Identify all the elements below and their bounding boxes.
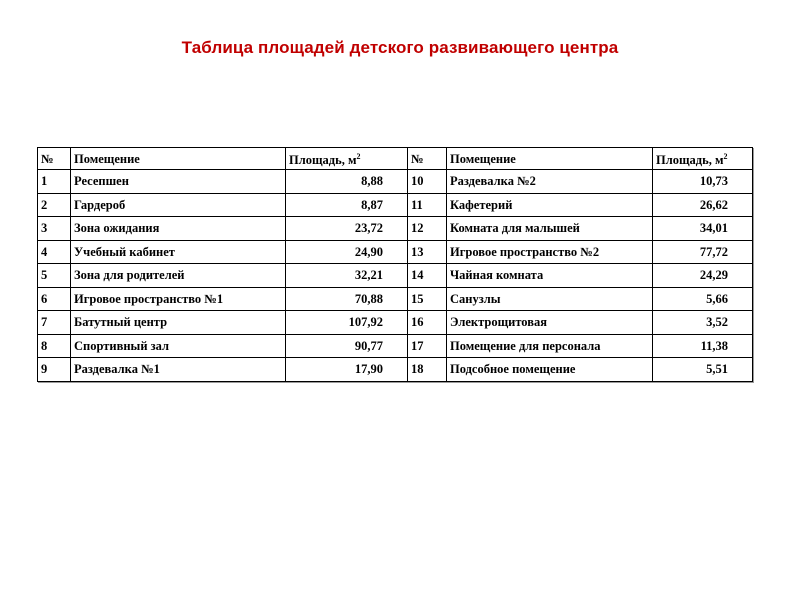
row-area-right: 3,52 — [653, 311, 753, 335]
table-row — [38, 334, 753, 358]
row-no-left: 5 — [38, 264, 71, 288]
row-room-right: Кафетерий — [447, 193, 653, 217]
row-room-left: Ресепшен — [71, 170, 286, 194]
header-no-left: № — [38, 148, 71, 170]
table-row — [38, 287, 753, 311]
row-area-left: 107,92 — [286, 311, 408, 335]
row-room-right: Электрощитовая — [447, 311, 653, 335]
row-no-left: 2 — [38, 193, 71, 217]
row-area-left: 8,88 — [286, 170, 408, 194]
row-area-right: 5,51 — [653, 358, 753, 382]
row-no-right: 17 — [408, 334, 447, 358]
row-area-left: 24,90 — [286, 240, 408, 264]
row-area-left: 70,88 — [286, 287, 408, 311]
row-room-left: Раздевалка №1 — [71, 358, 286, 382]
row-no-right: 10 — [408, 170, 447, 194]
header-area-right — [653, 148, 753, 170]
row-room-left: Батутный центр — [71, 311, 286, 335]
row-room-left: Гардероб — [71, 193, 286, 217]
row-no-right: 13 — [408, 240, 447, 264]
row-no-left: 7 — [38, 311, 71, 335]
table-row — [38, 240, 753, 264]
table-row — [38, 217, 753, 241]
row-area-right: 10,73 — [653, 170, 753, 194]
table-row — [38, 193, 753, 217]
row-no-right: 11 — [408, 193, 447, 217]
table-row — [38, 170, 753, 194]
header-area-left — [286, 148, 408, 170]
row-room-left: Спортивный зал — [71, 334, 286, 358]
page-title: Таблица площадей детского развивающего центра — [181, 38, 619, 57]
header-room-left: Помещение — [71, 148, 286, 170]
row-area-left: 32,21 — [286, 264, 408, 288]
row-no-right: 14 — [408, 264, 447, 288]
row-room-right: Раздевалка №2 — [447, 170, 653, 194]
table-row — [38, 358, 753, 382]
header-area-left-unit: 2 — [356, 151, 361, 161]
row-no-left: 6 — [38, 287, 71, 311]
row-room-right: Подсобное помещение — [447, 358, 653, 382]
row-room-right: Комната для малышей — [447, 217, 653, 241]
header-area-left-text: Площадь, м — [289, 153, 357, 168]
area-table — [37, 147, 753, 382]
table-header-row — [38, 148, 753, 170]
row-area-left: 17,90 — [286, 358, 408, 382]
row-room-left: Игровое пространство №1 — [71, 287, 286, 311]
row-area-left: 90,77 — [286, 334, 408, 358]
row-area-right: 77,72 — [653, 240, 753, 264]
row-area-right: 5,66 — [653, 287, 753, 311]
row-area-right: 11,38 — [653, 334, 753, 358]
row-area-right: 26,62 — [653, 193, 753, 217]
row-no-left: 8 — [38, 334, 71, 358]
row-room-right: Санузлы — [447, 287, 653, 311]
row-room-left: Зона для родителей — [71, 264, 286, 288]
header-area-right-text: Площадь, м — [656, 153, 724, 168]
row-area-right: 24,29 — [653, 264, 753, 288]
row-no-right: 18 — [408, 358, 447, 382]
row-no-right: 12 — [408, 217, 447, 241]
table-row — [38, 311, 753, 335]
row-room-right: Игровое пространство №2 — [447, 240, 653, 264]
row-room-right: Помещение для персонала — [447, 334, 653, 358]
row-no-left: 4 — [38, 240, 71, 264]
header-room-right: Помещение — [447, 148, 653, 170]
row-no-right: 16 — [408, 311, 447, 335]
header-no-right: № — [408, 148, 447, 170]
table-row — [38, 264, 753, 288]
row-no-right: 15 — [408, 287, 447, 311]
row-area-right: 34,01 — [653, 217, 753, 241]
row-no-left: 9 — [38, 358, 71, 382]
row-room-left: Зона ожидания — [71, 217, 286, 241]
row-no-left: 1 — [38, 170, 71, 194]
row-room-left: Учебный кабинет — [71, 240, 286, 264]
row-area-left: 8,87 — [286, 193, 408, 217]
row-room-right: Чайная комната — [447, 264, 653, 288]
header-area-right-unit: 2 — [723, 151, 728, 161]
row-area-left: 23,72 — [286, 217, 408, 241]
row-no-left: 3 — [38, 217, 71, 241]
